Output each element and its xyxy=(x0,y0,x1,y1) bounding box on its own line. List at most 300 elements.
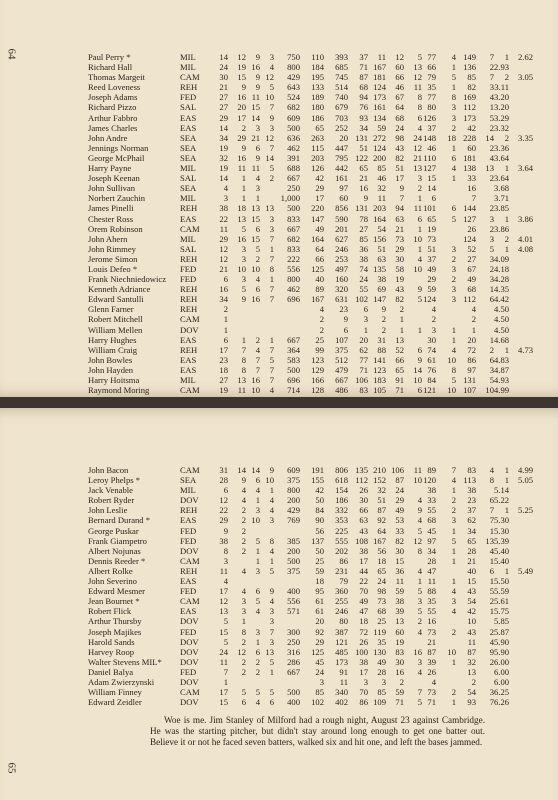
stat-cell xyxy=(476,485,494,495)
stat-cell: 3.85 xyxy=(494,203,510,214)
table-row xyxy=(88,72,533,82)
stat-cell: 161 xyxy=(373,102,386,113)
stat-cell: 38 xyxy=(359,545,368,556)
stat-cell: 1 xyxy=(417,243,422,254)
stat-cell: 5.61 xyxy=(494,596,510,607)
stat-cell: 126 xyxy=(423,112,436,123)
pitcher-name: William Craig xyxy=(88,344,138,355)
stat-cell: 59 xyxy=(395,687,404,698)
stat-cell: 500 xyxy=(287,555,300,566)
stat-cell: 3 xyxy=(241,606,246,617)
team-code: MIL xyxy=(180,62,196,73)
stat-cell: 8 xyxy=(269,263,274,274)
stat-cell: 38 xyxy=(219,535,228,546)
stat-cell: 8 xyxy=(241,364,246,375)
stat-cell: 89 xyxy=(427,465,436,475)
stat-cell: 685 xyxy=(335,62,348,73)
stat-cell: 54 xyxy=(377,223,386,234)
table-row xyxy=(88,637,533,647)
stat-cell xyxy=(509,314,533,324)
stat-cell: 3 xyxy=(241,596,246,607)
stat-cell: 83 xyxy=(395,646,404,657)
stat-cell: 71 xyxy=(427,697,436,708)
stat-cell: 25 xyxy=(315,334,324,345)
stat-cell: 1 xyxy=(241,616,246,627)
stat-cell: 1 xyxy=(504,465,510,475)
stat-cell: 100 xyxy=(355,646,368,657)
stat-cell: 10 xyxy=(447,646,456,657)
stat-cell: 4 xyxy=(255,344,260,355)
stat-cell: 6 xyxy=(417,344,422,355)
stat-cell: 4 xyxy=(451,163,456,174)
stat-cell: 5 xyxy=(241,687,246,698)
stat-cell: 113 xyxy=(463,475,476,486)
stat-cell: 62 xyxy=(359,344,368,355)
pitcher-name: Glenn Farner xyxy=(88,304,134,315)
stat-cell: 91 xyxy=(395,375,404,385)
stat-cell: 6 xyxy=(241,697,246,708)
table-row xyxy=(88,576,533,586)
stat-cell: 10 xyxy=(413,475,422,486)
stat-cell: 19 xyxy=(395,636,404,647)
team-code: DOV xyxy=(180,324,199,335)
stat-cell: 18 xyxy=(377,555,386,566)
stat-cell: 3 xyxy=(241,274,246,285)
stat-cell: 402 xyxy=(335,697,348,708)
stat-cell: 7 xyxy=(255,354,260,365)
stat-cell: 11 xyxy=(237,385,246,396)
stat-cell: 5 xyxy=(489,112,494,123)
stat-cell xyxy=(509,515,533,525)
stat-cell: 255 xyxy=(335,596,348,607)
team-code: DOV xyxy=(180,676,199,687)
stat-cell: 4.93 xyxy=(494,375,510,385)
stat-cell: 35 xyxy=(427,82,436,93)
team-code: DOV xyxy=(180,646,199,657)
stat-cell: 31 xyxy=(377,334,386,345)
stat-cell xyxy=(509,355,533,365)
stat-cell: 2 xyxy=(241,666,246,677)
stat-cell: 154 xyxy=(335,485,348,496)
stat-cell xyxy=(228,677,246,687)
team-code: REH xyxy=(180,344,198,355)
table-row xyxy=(88,526,533,536)
team-code: DOV xyxy=(180,616,199,627)
stat-cell: 2 xyxy=(255,253,260,264)
stat-cell: 11 xyxy=(251,163,260,174)
pitcher-name: Jack Venable xyxy=(88,485,133,496)
stat-cell: 2 xyxy=(489,122,494,133)
stat-cell: 4 xyxy=(255,485,260,496)
bottom-page xyxy=(0,408,558,800)
stat-cell: 5 xyxy=(451,375,456,385)
stat-cell: 13 xyxy=(265,646,274,657)
stat-cell: 9 xyxy=(489,646,494,657)
stat-cell: 167 xyxy=(373,62,386,73)
pitcher-name: Frank Niechniedowicz xyxy=(88,274,167,285)
stat-cell: 33 xyxy=(427,495,436,506)
stat-cell: 5 xyxy=(451,213,456,224)
stat-cell: 166 xyxy=(311,375,324,385)
stat-cell: 5.30 xyxy=(494,525,510,536)
team-code: DOV xyxy=(180,636,199,647)
stat-cell: 7 xyxy=(223,666,228,677)
stat-cell: 500 xyxy=(287,364,300,375)
stat-cell: 13 xyxy=(265,203,274,214)
stat-cell: 4 xyxy=(269,495,274,506)
stat-cell: 56 xyxy=(377,545,386,556)
stat-cell: 667 xyxy=(287,223,300,234)
stat-cell: 3 xyxy=(269,213,274,224)
stat-cell: 11 xyxy=(467,636,476,647)
stat-cell: 24 xyxy=(395,122,404,133)
stat-cell: 3 xyxy=(489,253,494,264)
stat-cell: 60 xyxy=(395,626,404,637)
team-code: REH xyxy=(180,294,198,305)
stat-cell xyxy=(509,62,533,72)
stat-cell: 5 xyxy=(417,52,422,62)
stat-cell: 385 xyxy=(287,535,300,546)
stat-cell: 77 xyxy=(359,354,368,365)
stat-cell: 2 xyxy=(399,676,404,687)
stat-cell: 152 xyxy=(373,475,386,486)
stat-cell: 51 xyxy=(377,243,386,254)
stat-cell: 34 xyxy=(359,122,368,133)
stat-cell: 11 xyxy=(413,203,422,214)
stat-cell: 164 xyxy=(373,213,386,224)
stat-cell: 82 xyxy=(395,294,404,305)
stat-cell: 4 xyxy=(451,475,456,486)
stat-cell xyxy=(260,677,274,687)
pitcher-name: Jerome Simon xyxy=(88,253,138,264)
stat-cell: 4 xyxy=(417,495,422,506)
stat-cell: 2 xyxy=(269,173,274,184)
stat-cell: 27 xyxy=(219,92,228,103)
stat-cell: 3 xyxy=(451,515,456,526)
stat-cell: 16 xyxy=(251,375,260,385)
stat-cell: 8 xyxy=(241,354,246,365)
stat-cell xyxy=(436,637,456,647)
stat-cell: 12 xyxy=(265,72,274,83)
team-code: EAS xyxy=(180,364,197,375)
stat-cell: 7 xyxy=(269,142,274,153)
stat-cell: 21 xyxy=(219,263,228,274)
pitcher-name: James Pinelli xyxy=(88,203,134,214)
stat-cell xyxy=(436,677,456,687)
table-row xyxy=(88,505,533,515)
stat-cell: 6.00 xyxy=(494,656,510,667)
stat-cell: 12 xyxy=(237,52,246,62)
pitcher-name: Richard Pizzo xyxy=(88,102,137,113)
team-code: FED xyxy=(180,525,197,536)
stat-cell: 173 xyxy=(335,656,348,667)
stat-cell: 66 xyxy=(395,72,404,83)
stat-cell: 85 xyxy=(315,687,324,698)
team-code: MIL xyxy=(180,52,196,62)
stat-cell: 4 xyxy=(489,465,494,475)
stat-cell: 86 xyxy=(467,354,476,365)
stat-cell: 112 xyxy=(463,102,476,113)
stat-cell xyxy=(436,234,456,244)
stat-cell: 6 xyxy=(489,294,494,305)
stat-cell: 8 xyxy=(241,626,246,637)
stat-cell: 1 xyxy=(489,334,494,345)
stat-cell: 769 xyxy=(287,515,300,526)
stat-cell: 53 xyxy=(395,515,404,526)
stat-cell: 3 xyxy=(489,274,494,285)
table-row xyxy=(88,556,533,566)
stat-cell: 1 xyxy=(255,636,260,647)
stat-cell: 3 xyxy=(451,284,456,295)
stat-cell: 200 xyxy=(287,545,300,556)
stat-cell xyxy=(404,314,422,324)
stat-cell: 2 xyxy=(223,304,228,315)
stat-cell: 7 xyxy=(489,505,494,516)
stat-cell: 112 xyxy=(355,475,368,486)
stat-cell: 49 xyxy=(315,223,324,234)
pitcher-name: Robert Ryder xyxy=(88,495,135,506)
stat-cell: 2 xyxy=(489,263,494,274)
stat-cell: 679 xyxy=(335,102,348,113)
stat-cell xyxy=(509,193,533,203)
stat-cell: 1 xyxy=(269,274,274,285)
team-code: EAS xyxy=(180,112,197,123)
stat-cell: 67 xyxy=(395,92,404,103)
team-code: REH xyxy=(180,203,198,214)
stat-cell: 122 xyxy=(355,152,368,163)
stat-cell: 14 xyxy=(427,183,436,194)
stat-cell: 16 xyxy=(219,284,228,295)
stat-cell xyxy=(476,616,494,626)
table-row xyxy=(88,536,533,546)
stat-cell: 15 xyxy=(427,173,436,184)
stat-cell xyxy=(509,616,533,626)
stat-cell: 6 xyxy=(255,223,260,234)
stat-cell: 71 xyxy=(359,62,368,73)
pitcher-name: William Mellen xyxy=(88,324,143,335)
stat-cell: 556 xyxy=(287,263,300,274)
stat-cell: 40 xyxy=(315,274,324,285)
stat-cell: 160 xyxy=(335,274,348,285)
table-row xyxy=(88,274,533,284)
stat-cell: 6 xyxy=(363,304,368,315)
stat-cell: 3 xyxy=(451,294,456,305)
stat-cell: 88 xyxy=(427,586,436,597)
stat-cell: 59 xyxy=(315,565,324,576)
table-row xyxy=(88,546,533,556)
stat-cell: 94 xyxy=(395,203,404,214)
pitcher-name: Leroy Phelps * xyxy=(88,475,141,486)
stat-cell: 856 xyxy=(335,203,348,214)
stat-cell: 27 xyxy=(359,223,368,234)
stat-cell: 203 xyxy=(373,203,386,214)
stat-cell: 29 xyxy=(395,243,404,254)
stat-cell: 2 xyxy=(504,233,510,244)
stat-cell: 5.22 xyxy=(494,495,510,506)
stat-cell xyxy=(436,667,456,677)
table-row xyxy=(88,224,533,234)
stat-cell: 3 xyxy=(451,263,456,274)
pitcher-name: Daniel Balya xyxy=(88,666,134,677)
stat-cell xyxy=(509,113,533,123)
stat-cell: 11 xyxy=(251,92,260,103)
stat-cell: 3 xyxy=(489,364,494,375)
stat-cell: 97 xyxy=(427,535,436,546)
stat-cell: 9 xyxy=(417,354,422,365)
stat-cell: 50 xyxy=(315,495,324,506)
stat-cell: 91 xyxy=(339,666,348,677)
stat-cell xyxy=(509,677,533,687)
team-code: CAM xyxy=(180,465,200,475)
stat-cell: 46 xyxy=(377,173,386,184)
stat-cell: 138 xyxy=(463,163,476,174)
stat-cell xyxy=(436,314,456,324)
team-code: EAS xyxy=(180,606,197,617)
stat-cell: 1 xyxy=(451,334,456,345)
stat-cell xyxy=(260,304,274,314)
stat-cell: 119 xyxy=(373,626,386,637)
stat-cell: 73 xyxy=(377,596,386,607)
stat-cell: 26 xyxy=(427,666,436,677)
stat-cell: 120 xyxy=(423,475,436,486)
stat-cell xyxy=(476,325,494,335)
stat-cell: 15 xyxy=(395,555,404,566)
stat-cell: 24 xyxy=(413,132,422,143)
team-code: EAS xyxy=(180,515,197,526)
stat-cell xyxy=(509,274,533,284)
stat-cell: 8 xyxy=(417,102,422,113)
stat-cell: 130 xyxy=(373,646,386,657)
stat-cell: 462 xyxy=(287,284,300,295)
stat-cell: 201 xyxy=(335,223,348,234)
stat-cell: 2 xyxy=(417,183,422,194)
stat-cell: 36 xyxy=(359,243,368,254)
stat-cell: 7 xyxy=(489,697,494,708)
stat-cell: 12 xyxy=(265,132,274,143)
table-row xyxy=(88,123,533,133)
stat-cell xyxy=(260,314,274,324)
stat-cell: 9 xyxy=(381,304,386,315)
pitcher-name: Joseph Majikes xyxy=(88,626,142,637)
stat-cell: 795 xyxy=(335,152,348,163)
stat-cell: 124 xyxy=(423,294,436,305)
stat-cell: 1 xyxy=(269,555,274,566)
table-row xyxy=(88,62,533,72)
stat-cell: 9 xyxy=(241,82,246,93)
stat-cell: 2 xyxy=(241,122,246,133)
team-code: SAL xyxy=(180,173,197,184)
stat-cell: 86 xyxy=(359,697,368,708)
stat-cell: 14 xyxy=(265,152,274,163)
table-row xyxy=(88,657,533,667)
stat-cell xyxy=(509,546,533,556)
stat-cell: 4 xyxy=(223,576,228,587)
stat-cell: 5 xyxy=(241,284,246,295)
stat-cell: 4 xyxy=(451,52,456,62)
stat-cell: 97 xyxy=(467,364,476,375)
stat-cell: 4.50 xyxy=(494,314,510,325)
stat-cell: 8 xyxy=(451,364,456,375)
stat-cell: 167 xyxy=(311,294,324,305)
stat-cell: 23 xyxy=(467,495,476,506)
pitcher-name: Harry Payne xyxy=(88,163,132,174)
stat-cell: 4 xyxy=(269,596,274,607)
stat-cell: 33 xyxy=(467,173,476,184)
stat-cell: 7 xyxy=(241,344,246,355)
stat-cell: 272 xyxy=(373,132,386,143)
footnote-paragraph: Woe is me. Jim Stanley of Milford had a rough night, August 23 against Cambridge. He was the starting pitcher, but didn't stay around long enough to get one batter out. Believe it or not he faced seven batters, walked six and hit one, and left the bases jammed. xyxy=(150,715,485,748)
stat-cell: 2 xyxy=(431,314,436,325)
stat-cell: 49 xyxy=(377,656,386,667)
stat-cell xyxy=(228,556,246,566)
stat-cell: 52 xyxy=(395,344,404,355)
stat-cell xyxy=(404,677,422,687)
table-row xyxy=(88,244,533,254)
stat-cell: 15 xyxy=(219,697,228,708)
stat-cell: 1 xyxy=(451,82,456,93)
page-number: 65 xyxy=(5,762,18,774)
stat-cell: 49 xyxy=(359,596,368,607)
stat-cell xyxy=(509,596,533,606)
table-row xyxy=(88,335,533,345)
stat-cell: 29 xyxy=(219,515,228,526)
stat-cell: 28 xyxy=(377,666,386,677)
stat-cell: 220 xyxy=(311,203,324,214)
stat-cell: 667 xyxy=(287,334,300,345)
team-code: REH xyxy=(180,304,198,315)
stat-cell: 60 xyxy=(395,62,404,73)
stat-cell: 20 xyxy=(359,334,368,345)
stat-cell: 4.42 xyxy=(494,294,510,305)
pitcher-name: Norbert Zauchin xyxy=(88,193,146,204)
stat-cell: 24 xyxy=(395,485,404,496)
stat-cell: 2 xyxy=(451,495,456,506)
stat-cell: 71 xyxy=(395,697,404,708)
stat-cell: 10 xyxy=(251,515,260,526)
stat-cell: 1 xyxy=(223,676,228,687)
stat-cell: 3 xyxy=(417,656,422,667)
team-code: SAL xyxy=(180,243,197,254)
stat-cell: 16 xyxy=(427,616,436,627)
pitcher-name: Arthur Thursby xyxy=(88,616,142,627)
stat-cell: 70 xyxy=(359,687,368,698)
stat-cell: 1 xyxy=(451,142,456,153)
team-code: SAL xyxy=(180,102,197,113)
stat-cell: 65 xyxy=(395,364,404,375)
stat-cell: 22 xyxy=(219,505,228,516)
stat-cell: 4 xyxy=(241,485,246,496)
stat-cell: 63 xyxy=(377,253,386,264)
stat-cell: 5.05 xyxy=(518,475,534,486)
stat-cell: 1 xyxy=(451,324,456,335)
stat-cell: 107 xyxy=(335,334,348,345)
stat-cell: 2 xyxy=(471,676,476,687)
stat-cell: 10 xyxy=(467,616,476,627)
stat-cell: 353 xyxy=(335,515,348,526)
stat-cell: 17 xyxy=(395,173,404,184)
stat-cell: 253 xyxy=(335,253,348,264)
team-code: CAM xyxy=(180,72,200,83)
stat-cell: 85 xyxy=(377,687,386,698)
stat-cell: 667 xyxy=(287,666,300,677)
stat-cell: 30 xyxy=(219,72,228,83)
stat-cell: 24 xyxy=(377,576,386,587)
pitcher-name: Jennings Norman xyxy=(88,142,149,153)
stat-cell xyxy=(509,495,533,505)
stat-cell: 6 xyxy=(489,495,494,506)
stat-cell: 320 xyxy=(335,284,348,295)
stat-cell: 11 xyxy=(219,565,228,576)
